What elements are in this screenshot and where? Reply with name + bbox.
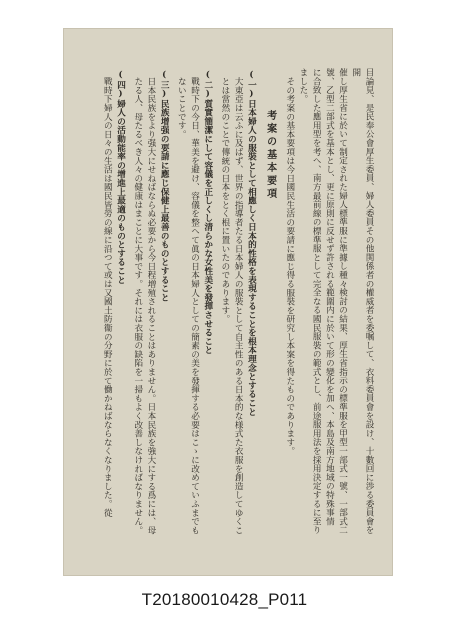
item-title: (一)日本婦人の服裝として相應しく日本的性格を表現することを根本理念とすること bbox=[246, 69, 257, 416]
item-title: (二)質實簡潔にして容儀を正しくし清らかな女性美を發揮させること bbox=[202, 69, 213, 355]
archive-id-caption: T20180010428_P011 bbox=[141, 590, 308, 609]
item-body: 日本民族をより强大にせねばならぬ必要から今日程増殖されることはありません。日本民族を強大にする爲には、母たる人、母たるべき人々の健康はまことに大事です。それには衣服の缺陷を一掃もよく改善しなければなりません。 bbox=[132, 76, 156, 535]
item-body: 大東亞は云ふに及ばず、世界の指導者たる日本婦人の服裝として自主性のある日本的な様式た衣服を創造してゆくことは當然のことで傳統の日本をとく根に置いたのであります。 bbox=[219, 76, 244, 535]
intro-paragraph: 號、乙型二部式を基本とし、更に原則に反せず許される範圍内に於いて形の變化を加へ、本島及南方地域の特殊事情 bbox=[324, 68, 335, 526]
intro-paragraph: 目論見、是民奉公會厚生委員、婦人委員その他関係者の權威者を委嘱して、衣料委員會を設け、十數回に渉る委員會を開 bbox=[350, 68, 374, 535]
vertical-text-block bbox=[63, 28, 393, 576]
item-body: 戰時下の今日、華美を避け、容儀を整へて眞の日本婦人としての簡素の美を發揮する必要はこゝに改めていふまでもないことです。 bbox=[176, 76, 200, 535]
intro-paragraph: 催し厚生省に於いて制定された婦人標準服に準據し種々検討の結果、厚生省指示の標準服を甲型一部式一號、一部式二 bbox=[337, 68, 348, 535]
document-page bbox=[63, 28, 393, 576]
intro-paragraph: その考案の基本要項は今日國民生活の要請に應じ得る服裝を研究し本案を得たものであります。 bbox=[284, 76, 295, 455]
intro-paragraph: に合致した應用型を考へ、南方最前線の標準服として完全なる國民服裝の範式とし、前途服用法を採用決定するに至りました。 bbox=[297, 68, 322, 535]
item-body: 戰時下婦人の日々の生活は國民皆勞の線に沿つて或は又國土防衞の分野に於て働かねばならなくなりました。從 bbox=[102, 76, 113, 517]
item-title: (三)民族增强の要請に應じ保健上最善のものとすること bbox=[159, 69, 170, 302]
item-title: (四)婦人の活動能率の增進上最適のものとすること bbox=[115, 69, 126, 284]
section-heading: 考案の基本要項 bbox=[264, 110, 276, 201]
